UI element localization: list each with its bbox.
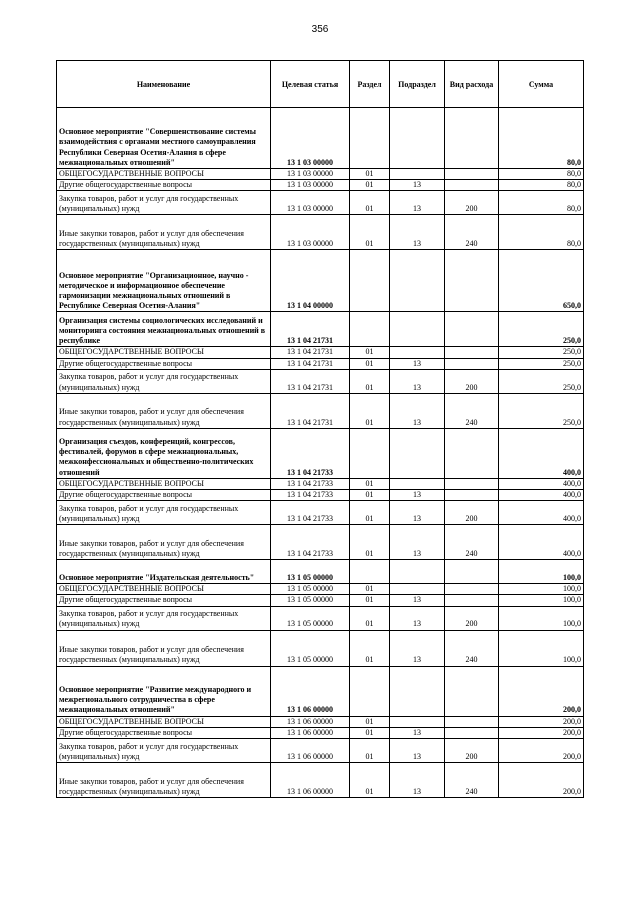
row-section: 01 — [350, 180, 390, 191]
row-name: Закупка товаров, работ и услуг для государственных (муниципальных) нужд — [57, 606, 271, 630]
row-section — [350, 560, 390, 584]
row-subsection — [390, 666, 445, 716]
row-name: Другие общегосударственные вопросы — [57, 727, 271, 738]
row-name: Закупка товаров, работ и услуг для государственных (муниципальных) нужд — [57, 739, 271, 763]
row-sum: 80,0 — [499, 215, 584, 250]
row-subsection: 13 — [390, 595, 445, 606]
row-subsection: 13 — [390, 358, 445, 369]
table-row — [57, 560, 584, 584]
row-section: 01 — [350, 525, 390, 560]
row-expense-type — [445, 478, 499, 489]
row-subsection — [390, 250, 445, 312]
row-sum: 100,0 — [499, 630, 584, 666]
row-sum: 250,0 — [499, 347, 584, 358]
row-sum: 250,0 — [499, 393, 584, 428]
table-row — [57, 525, 584, 560]
row-expense-type — [445, 595, 499, 606]
row-sum: 100,0 — [499, 595, 584, 606]
row-subsection — [390, 478, 445, 489]
page-number: 356 — [311, 24, 329, 35]
row-name: Закупка товаров, работ и услуг для государственных (муниципальных) нужд — [57, 501, 271, 525]
row-expense-type: 240 — [445, 215, 499, 250]
table-row — [57, 595, 584, 606]
row-expense-type: 200 — [445, 606, 499, 630]
row-subsection: 13 — [390, 739, 445, 763]
table-row — [57, 490, 584, 501]
row-expense-type — [445, 169, 499, 180]
table-row — [57, 727, 584, 738]
row-section: 01 — [350, 215, 390, 250]
row-expense-type — [445, 358, 499, 369]
row-target-article: 13 1 04 21731 — [271, 369, 350, 393]
row-subsection: 13 — [390, 763, 445, 798]
row-section: 01 — [350, 584, 390, 595]
row-target-article: 13 1 05 00000 — [271, 630, 350, 666]
row-expense-type — [445, 716, 499, 727]
row-section: 01 — [350, 739, 390, 763]
row-target-article: 13 1 06 00000 — [271, 666, 350, 716]
row-sum: 200,0 — [499, 739, 584, 763]
row-target-article: 13 1 06 00000 — [271, 727, 350, 738]
header-section: Раздел — [350, 61, 390, 108]
row-subsection — [390, 560, 445, 584]
row-subsection — [390, 716, 445, 727]
row-sum: 200,0 — [499, 727, 584, 738]
budget-table — [56, 60, 584, 798]
row-section: 01 — [350, 716, 390, 727]
row-expense-type — [445, 727, 499, 738]
row-sum: 400,0 — [499, 490, 584, 501]
row-target-article: 13 1 04 21733 — [271, 525, 350, 560]
row-expense-type: 240 — [445, 630, 499, 666]
row-expense-type — [445, 180, 499, 191]
row-section: 01 — [350, 595, 390, 606]
row-section — [350, 108, 390, 169]
row-section: 01 — [350, 490, 390, 501]
header-expense-type: Вид расхода — [445, 61, 499, 108]
row-target-article: 13 1 06 00000 — [271, 739, 350, 763]
table-body — [57, 108, 584, 798]
row-expense-type — [445, 584, 499, 595]
row-subsection: 13 — [390, 393, 445, 428]
row-name: Иные закупки товаров, работ и услуг для обеспечения государственных (муниципальных) нужд — [57, 525, 271, 560]
row-name: Организация съездов, конференций, конгрессов, фестивалей, форумов в сфере межнациональных, межконфессиональных и общественно-политических отношений — [57, 428, 271, 478]
row-subsection — [390, 312, 445, 347]
row-expense-type: 200 — [445, 501, 499, 525]
row-subsection: 13 — [390, 490, 445, 501]
header-subsection: Подраздел — [390, 61, 445, 108]
row-sum: 400,0 — [499, 525, 584, 560]
row-subsection — [390, 169, 445, 180]
table-row — [57, 108, 584, 169]
row-target-article: 13 1 03 00000 — [271, 191, 350, 215]
header-target-article: Целевая статья — [271, 61, 350, 108]
table-row — [57, 606, 584, 630]
row-name: Другие общегосударственные вопросы — [57, 180, 271, 191]
row-target-article: 13 1 06 00000 — [271, 763, 350, 798]
row-expense-type — [445, 108, 499, 169]
row-section: 01 — [350, 169, 390, 180]
row-target-article: 13 1 04 21731 — [271, 358, 350, 369]
row-name: Иные закупки товаров, работ и услуг для обеспечения государственных (муниципальных) нужд — [57, 215, 271, 250]
table-row — [57, 169, 584, 180]
row-expense-type: 200 — [445, 739, 499, 763]
row-expense-type — [445, 250, 499, 312]
row-section: 01 — [350, 763, 390, 798]
table-row — [57, 393, 584, 428]
row-subsection — [390, 584, 445, 595]
table-row — [57, 215, 584, 250]
row-section — [350, 250, 390, 312]
row-expense-type: 240 — [445, 525, 499, 560]
row-expense-type — [445, 666, 499, 716]
header-sum: Сумма — [499, 61, 584, 108]
row-name: Другие общегосударственные вопросы — [57, 595, 271, 606]
table-row — [57, 369, 584, 393]
row-expense-type: 240 — [445, 763, 499, 798]
row-sum: 250,0 — [499, 312, 584, 347]
row-subsection: 13 — [390, 215, 445, 250]
table-header-row — [57, 61, 584, 108]
row-target-article: 13 1 04 21733 — [271, 428, 350, 478]
row-name: Организация системы социологических исследований и мониторинга состояния межнациональных отношений в республике — [57, 312, 271, 347]
row-expense-type: 240 — [445, 393, 499, 428]
row-section: 01 — [350, 606, 390, 630]
row-section — [350, 312, 390, 347]
row-sum: 200,0 — [499, 716, 584, 727]
row-sum: 650,0 — [499, 250, 584, 312]
table-row — [57, 739, 584, 763]
row-sum: 80,0 — [499, 108, 584, 169]
row-name: Основное мероприятие "Организационное, научно - методическое и информационное обеспечение гармонизации межнациональных отношений в Республике Северная Осетия-Алания" — [57, 250, 271, 312]
table-row — [57, 666, 584, 716]
row-expense-type — [445, 428, 499, 478]
header-name: Наименование — [57, 61, 271, 108]
table-row — [57, 358, 584, 369]
row-section: 01 — [350, 727, 390, 738]
table-row — [57, 763, 584, 798]
table-row — [57, 478, 584, 489]
row-target-article: 13 1 04 21733 — [271, 490, 350, 501]
row-section: 01 — [350, 393, 390, 428]
row-sum: 400,0 — [499, 501, 584, 525]
row-name: ОБЩЕГОСУДАРСТВЕННЫЕ ВОПРОСЫ — [57, 169, 271, 180]
row-sum: 80,0 — [499, 180, 584, 191]
row-name: Закупка товаров, работ и услуг для государственных (муниципальных) нужд — [57, 369, 271, 393]
row-target-article: 13 1 04 00000 — [271, 250, 350, 312]
row-expense-type — [445, 347, 499, 358]
table-row — [57, 312, 584, 347]
row-sum: 80,0 — [499, 169, 584, 180]
row-section: 01 — [350, 191, 390, 215]
table-row — [57, 716, 584, 727]
table-row — [57, 180, 584, 191]
table-row — [57, 501, 584, 525]
row-sum: 400,0 — [499, 428, 584, 478]
row-expense-type — [445, 490, 499, 501]
row-name: ОБЩЕГОСУДАРСТВЕННЫЕ ВОПРОСЫ — [57, 347, 271, 358]
table-row — [57, 191, 584, 215]
row-section: 01 — [350, 501, 390, 525]
row-name: ОБЩЕГОСУДАРСТВЕННЫЕ ВОПРОСЫ — [57, 716, 271, 727]
row-section — [350, 428, 390, 478]
row-target-article: 13 1 03 00000 — [271, 169, 350, 180]
table-row — [57, 584, 584, 595]
row-target-article: 13 1 04 21731 — [271, 347, 350, 358]
row-subsection — [390, 428, 445, 478]
row-target-article: 13 1 05 00000 — [271, 560, 350, 584]
row-name: Иные закупки товаров, работ и услуг для обеспечения государственных (муниципальных) нужд — [57, 763, 271, 798]
table-row — [57, 428, 584, 478]
row-expense-type — [445, 560, 499, 584]
row-subsection: 13 — [390, 501, 445, 525]
row-target-article: 13 1 05 00000 — [271, 584, 350, 595]
row-target-article: 13 1 04 21731 — [271, 393, 350, 428]
row-sum: 100,0 — [499, 584, 584, 595]
row-name: Основное мероприятие "Совершенствование системы взаимодействия с органами местного самоуправления Республики Северная Осетия-Алания в сфере межнациональных отношений" — [57, 108, 271, 169]
row-section: 01 — [350, 347, 390, 358]
row-sum: 200,0 — [499, 666, 584, 716]
row-subsection: 13 — [390, 630, 445, 666]
row-sum: 80,0 — [499, 191, 584, 215]
row-section: 01 — [350, 358, 390, 369]
table-row — [57, 347, 584, 358]
table-row — [57, 630, 584, 666]
row-name: Закупка товаров, работ и услуг для государственных (муниципальных) нужд — [57, 191, 271, 215]
row-expense-type: 200 — [445, 191, 499, 215]
row-subsection: 13 — [390, 525, 445, 560]
row-target-article: 13 1 04 21733 — [271, 501, 350, 525]
row-target-article: 13 1 04 21733 — [271, 478, 350, 489]
row-expense-type — [445, 312, 499, 347]
row-subsection: 13 — [390, 180, 445, 191]
table-row — [57, 250, 584, 312]
row-target-article: 13 1 05 00000 — [271, 595, 350, 606]
row-target-article: 13 1 03 00000 — [271, 180, 350, 191]
row-expense-type: 200 — [445, 369, 499, 393]
row-section: 01 — [350, 369, 390, 393]
row-target-article: 13 1 04 21731 — [271, 312, 350, 347]
row-sum: 400,0 — [499, 478, 584, 489]
row-subsection: 13 — [390, 369, 445, 393]
row-subsection — [390, 108, 445, 169]
row-sum: 100,0 — [499, 606, 584, 630]
row-target-article: 13 1 06 00000 — [271, 716, 350, 727]
row-subsection — [390, 347, 445, 358]
row-sum: 200,0 — [499, 763, 584, 798]
row-sum: 250,0 — [499, 369, 584, 393]
row-name: ОБЩЕГОСУДАРСТВЕННЫЕ ВОПРОСЫ — [57, 478, 271, 489]
row-sum: 250,0 — [499, 358, 584, 369]
row-target-article: 13 1 03 00000 — [271, 215, 350, 250]
row-target-article: 13 1 05 00000 — [271, 606, 350, 630]
row-name: Основное мероприятие "Развитие международного и межрегионального сотрудничества в сфере межнациональных отношений" — [57, 666, 271, 716]
row-subsection: 13 — [390, 191, 445, 215]
row-subsection: 13 — [390, 727, 445, 738]
row-sum: 100,0 — [499, 560, 584, 584]
row-name: Иные закупки товаров, работ и услуг для обеспечения государственных (муниципальных) нужд — [57, 630, 271, 666]
row-name: Другие общегосударственные вопросы — [57, 358, 271, 369]
row-section: 01 — [350, 630, 390, 666]
row-name: ОБЩЕГОСУДАРСТВЕННЫЕ ВОПРОСЫ — [57, 584, 271, 595]
row-name: Основное мероприятие "Издательская деятельность" — [57, 560, 271, 584]
row-subsection: 13 — [390, 606, 445, 630]
row-name: Другие общегосударственные вопросы — [57, 490, 271, 501]
row-section — [350, 666, 390, 716]
row-name: Иные закупки товаров, работ и услуг для обеспечения государственных (муниципальных) нужд — [57, 393, 271, 428]
row-target-article: 13 1 03 00000 — [271, 108, 350, 169]
row-section: 01 — [350, 478, 390, 489]
